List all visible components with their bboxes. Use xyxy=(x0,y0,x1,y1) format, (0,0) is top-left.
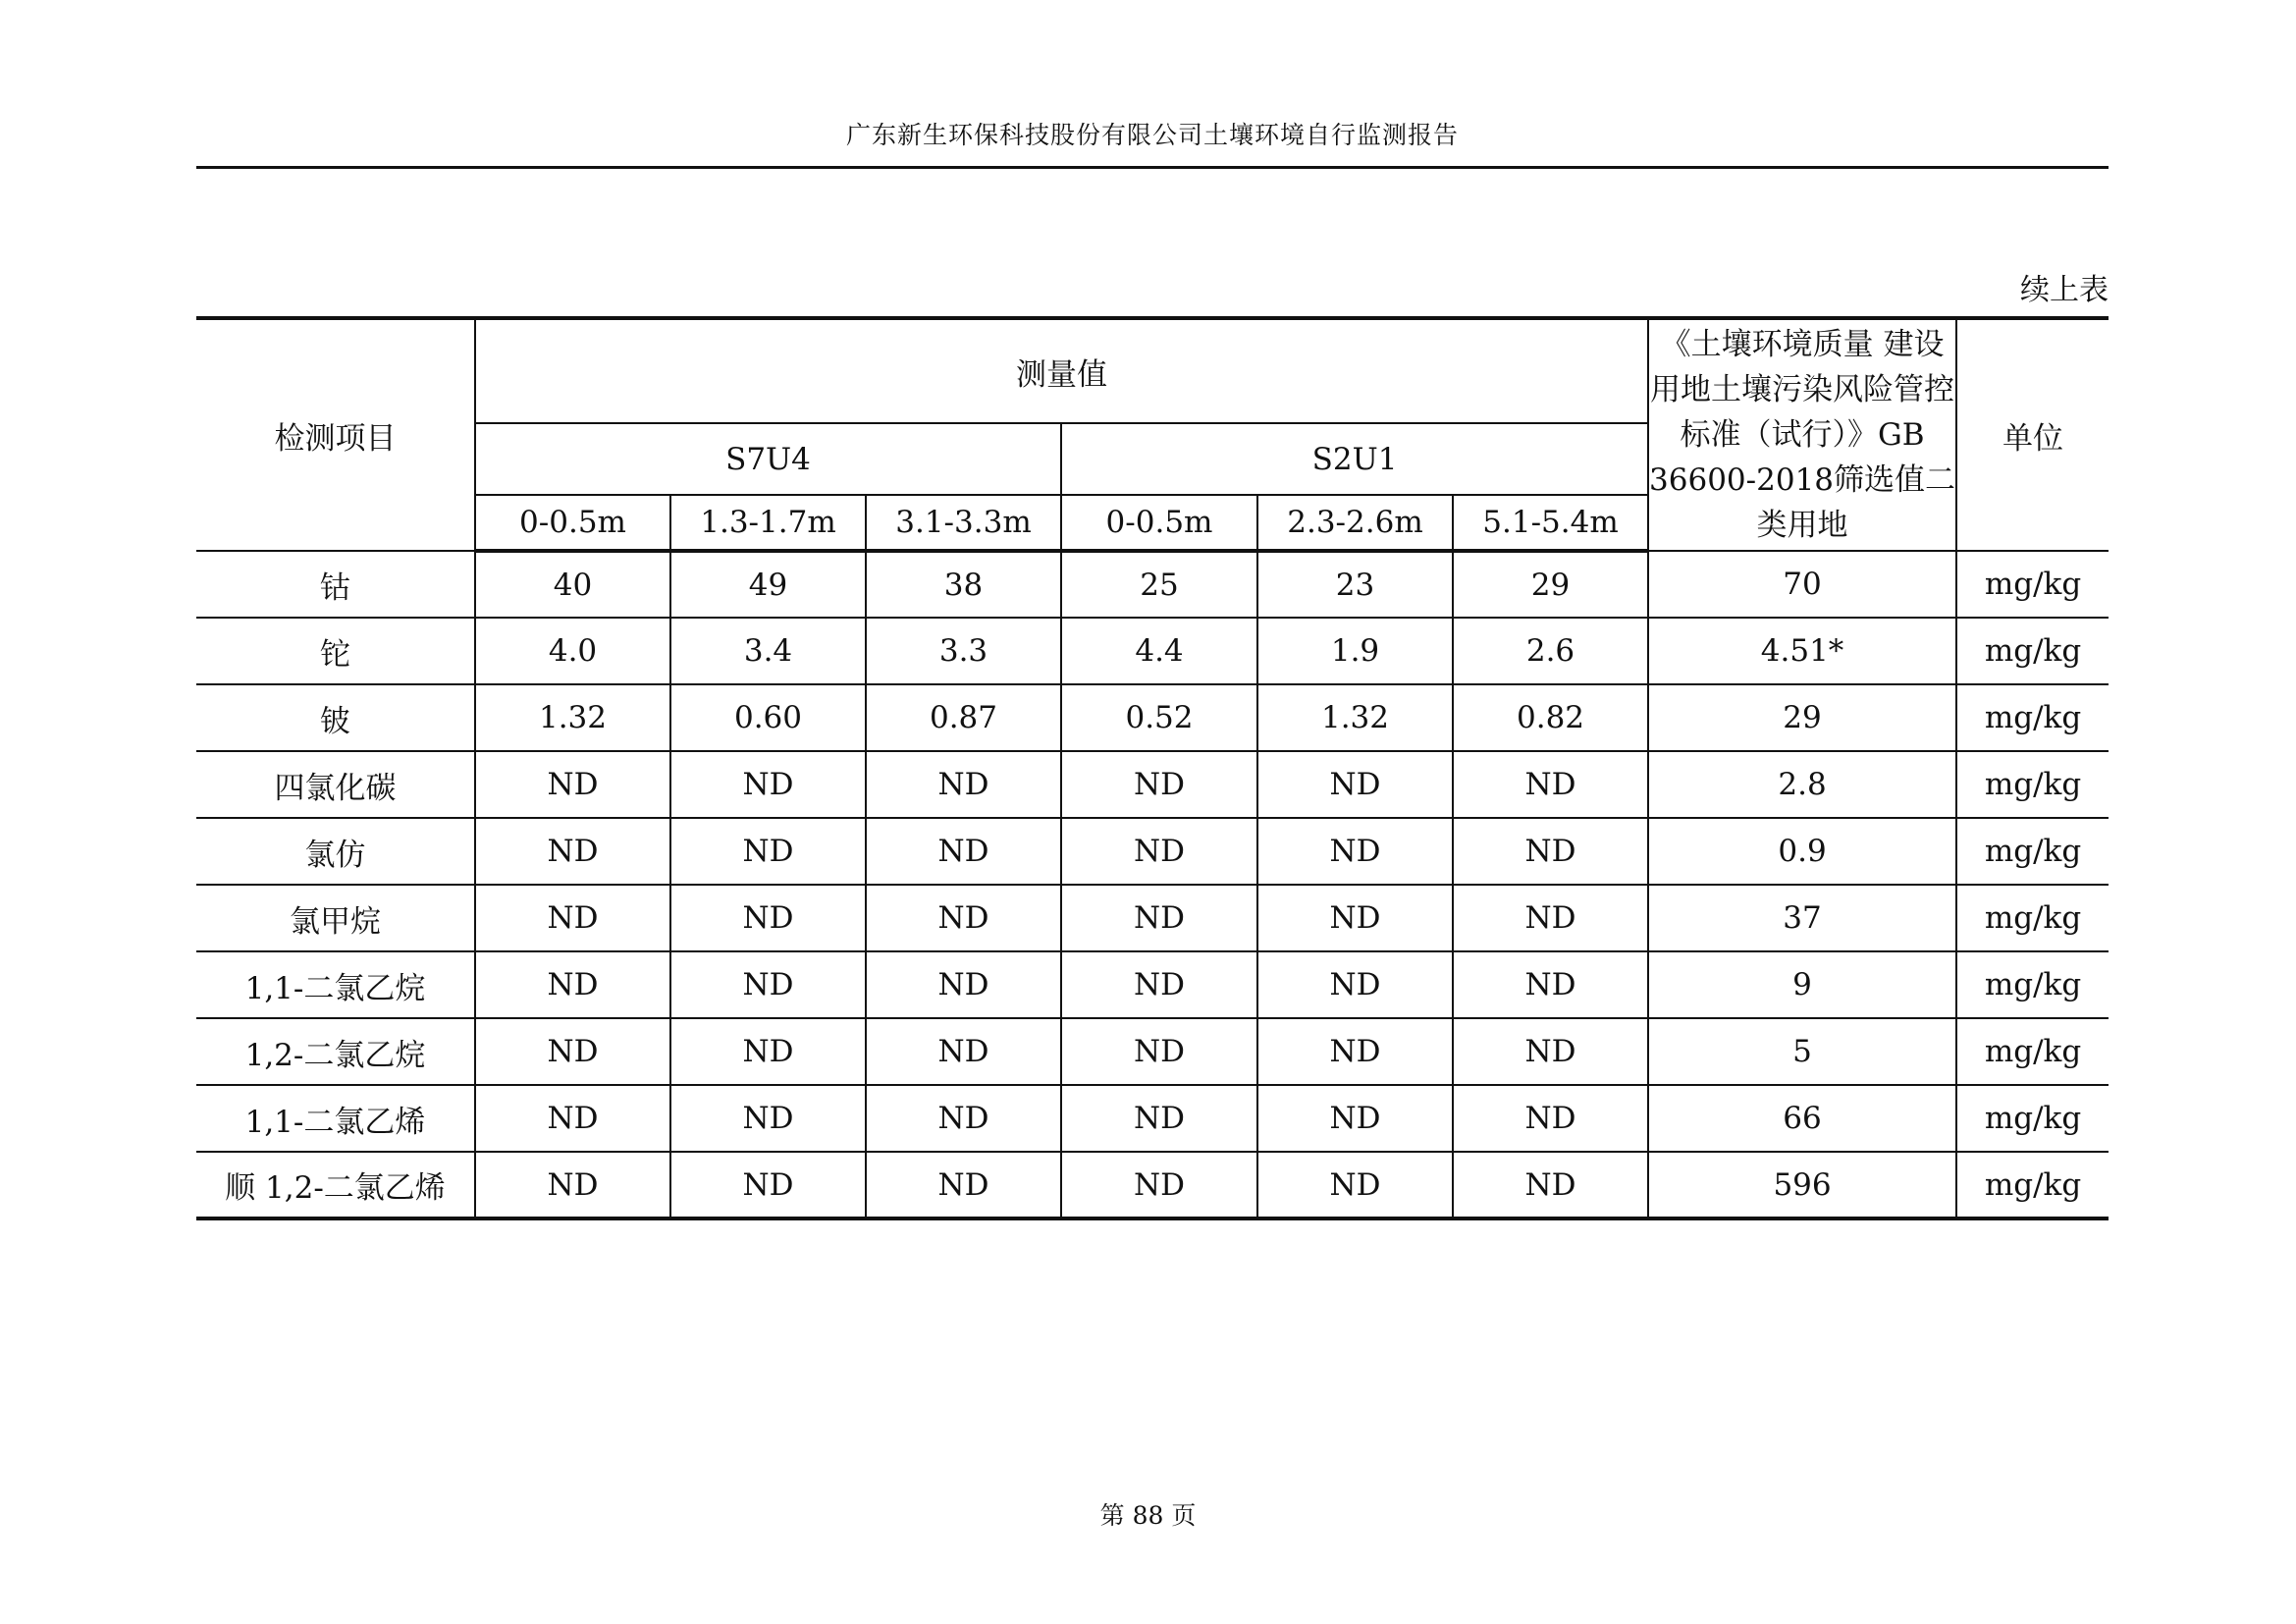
measured-value-cell: ND xyxy=(1257,751,1453,818)
measured-value-cell: ND xyxy=(670,1085,866,1152)
measured-value-cell: ND xyxy=(1257,885,1453,951)
item-name-cell: 铊 xyxy=(196,618,475,684)
measured-value-cell: ND xyxy=(670,1152,866,1218)
item-name-cell: 铍 xyxy=(196,684,475,751)
measured-value-cell: 4.0 xyxy=(475,618,670,684)
measured-value-cell: 3.3 xyxy=(866,618,1061,684)
measured-value-cell: 29 xyxy=(1453,551,1648,618)
unit-cell: mg/kg xyxy=(1956,1152,2109,1218)
measured-value-cell: ND xyxy=(670,1018,866,1085)
standard-value-cell: 29 xyxy=(1648,684,1956,751)
site-header: S7U4 xyxy=(475,423,1061,495)
measured-value-cell: ND xyxy=(1257,1085,1453,1152)
table-row xyxy=(196,1152,2109,1218)
depth-header: 2.3-2.6m xyxy=(1257,495,1453,551)
measured-value-cell: 0.52 xyxy=(1061,684,1257,751)
unit-cell: mg/kg xyxy=(1956,751,2109,818)
measured-value-cell: 4.4 xyxy=(1061,618,1257,684)
site-header: S2U1 xyxy=(1061,423,1648,495)
unit-cell: mg/kg xyxy=(1956,1018,2109,1085)
measured-value-cell: ND xyxy=(475,751,670,818)
measured-value-cell: ND xyxy=(670,818,866,885)
standard-value-cell: 2.8 xyxy=(1648,751,1956,818)
table-row xyxy=(196,818,2109,885)
measured-value-cell: 38 xyxy=(866,551,1061,618)
measured-value-cell: 1.9 xyxy=(1257,618,1453,684)
table-row xyxy=(196,551,2109,618)
standard-value-cell: 0.9 xyxy=(1648,818,1956,885)
unit-cell: mg/kg xyxy=(1956,551,2109,618)
measured-value-cell: ND xyxy=(1061,1152,1257,1218)
measured-value-cell: ND xyxy=(866,1018,1061,1085)
measured-value-cell: 0.87 xyxy=(866,684,1061,751)
measured-value-cell: ND xyxy=(866,818,1061,885)
measured-value-cell: ND xyxy=(475,1018,670,1085)
unit-column-header: 单位 xyxy=(1956,318,2109,551)
page-number: 第 88 页 xyxy=(1099,1501,1197,1530)
depth-header: 1.3-1.7m xyxy=(670,495,866,551)
measured-value-cell: ND xyxy=(1257,1018,1453,1085)
measured-value-cell: ND xyxy=(670,751,866,818)
table-row xyxy=(196,951,2109,1018)
header-row-1 xyxy=(196,318,2109,423)
measured-value-cell: ND xyxy=(475,818,670,885)
standard-value-cell: 70 xyxy=(1648,551,1956,618)
standard-value-cell: 4.51* xyxy=(1648,618,1956,684)
measured-value-cell: 1.32 xyxy=(475,684,670,751)
depth-header: 5.1-5.4m xyxy=(1453,495,1648,551)
continued-table-label: 续上表 xyxy=(2020,273,2109,307)
measured-value-cell: ND xyxy=(866,751,1061,818)
unit-cell: mg/kg xyxy=(1956,951,2109,1018)
measured-value-cell: ND xyxy=(1061,951,1257,1018)
measured-value-cell: ND xyxy=(1061,1085,1257,1152)
measured-value-cell: 1.32 xyxy=(1257,684,1453,751)
standard-value-cell: 66 xyxy=(1648,1085,1956,1152)
unit-cell: mg/kg xyxy=(1956,885,2109,951)
item-name-cell: 氯仿 xyxy=(196,818,475,885)
measured-value-cell: 0.60 xyxy=(670,684,866,751)
depth-header: 3.1-3.3m xyxy=(866,495,1061,551)
measured-value-cell: ND xyxy=(670,885,866,951)
measured-value-cell: ND xyxy=(1061,885,1257,951)
measured-value-cell: ND xyxy=(866,951,1061,1018)
standard-value-cell: 9 xyxy=(1648,951,1956,1018)
measured-value-cell: ND xyxy=(1453,1018,1648,1085)
item-name-cell: 四氯化碳 xyxy=(196,751,475,818)
measured-value-cell: ND xyxy=(1453,1085,1648,1152)
measured-value-cell: 3.4 xyxy=(670,618,866,684)
measured-value-cell: 49 xyxy=(670,551,866,618)
measured-value-cell: ND xyxy=(866,1152,1061,1218)
standard-value-cell: 37 xyxy=(1648,885,1956,951)
header-divider xyxy=(196,166,2109,169)
item-name-cell: 顺 1,2-二氯乙烯 xyxy=(196,1152,475,1218)
depth-header: 0-0.5m xyxy=(475,495,670,551)
measured-value-cell: ND xyxy=(1061,1018,1257,1085)
measured-value-cell: ND xyxy=(475,1152,670,1218)
measured-value-cell: 0.82 xyxy=(1453,684,1648,751)
page-header-title: 广东新生环保科技股份有限公司土壤环境自行监测报告 xyxy=(845,121,1459,149)
measured-value-cell: ND xyxy=(1453,885,1648,951)
measured-value-cell: ND xyxy=(1257,1152,1453,1218)
measured-value-cell: ND xyxy=(1453,951,1648,1018)
measured-value-cell: ND xyxy=(1061,818,1257,885)
measured-value-cell: ND xyxy=(1061,751,1257,818)
table-row xyxy=(196,1018,2109,1085)
table-row xyxy=(196,618,2109,684)
item-name-cell: 钴 xyxy=(196,551,475,618)
depth-header: 0-0.5m xyxy=(1061,495,1257,551)
table-row xyxy=(196,751,2109,818)
unit-cell: mg/kg xyxy=(1956,684,2109,751)
measured-value-cell: ND xyxy=(475,1085,670,1152)
unit-cell: mg/kg xyxy=(1956,818,2109,885)
soil-monitoring-table xyxy=(196,316,2109,1220)
measured-value-cell: ND xyxy=(475,885,670,951)
measured-value-cell: ND xyxy=(866,1085,1061,1152)
measured-value-cell: ND xyxy=(1257,951,1453,1018)
standard-value-cell: 596 xyxy=(1648,1152,1956,1218)
measured-value-header: 测量值 xyxy=(475,318,1648,423)
item-column-header: 检测项目 xyxy=(196,318,475,551)
item-name-cell: 1,2-二氯乙烷 xyxy=(196,1018,475,1085)
measured-value-cell: ND xyxy=(670,951,866,1018)
measured-value-cell: ND xyxy=(866,885,1061,951)
table-body xyxy=(196,551,2109,1218)
standard-value-cell: 5 xyxy=(1648,1018,1956,1085)
item-name-cell: 1,1-二氯乙烷 xyxy=(196,951,475,1018)
measured-value-cell: ND xyxy=(1453,818,1648,885)
measured-value-cell: 40 xyxy=(475,551,670,618)
unit-cell: mg/kg xyxy=(1956,618,2109,684)
table-row xyxy=(196,1085,2109,1152)
item-name-cell: 1,1-二氯乙烯 xyxy=(196,1085,475,1152)
measured-value-cell: ND xyxy=(1453,751,1648,818)
measured-value-cell: 23 xyxy=(1257,551,1453,618)
table-row xyxy=(196,885,2109,951)
unit-cell: mg/kg xyxy=(1956,1085,2109,1152)
measured-value-cell: ND xyxy=(1453,1152,1648,1218)
measured-value-cell: 25 xyxy=(1061,551,1257,618)
measured-value-cell: ND xyxy=(475,951,670,1018)
table-row xyxy=(196,684,2109,751)
measured-value-cell: ND xyxy=(1257,818,1453,885)
standard-column-header: 《土壤环境质量 建设用地土壤污染风险管控标准（试行）》GB 36600-2018筛选值二类用地 xyxy=(1648,318,1956,551)
measured-value-cell: 2.6 xyxy=(1453,618,1648,684)
item-name-cell: 氯甲烷 xyxy=(196,885,475,951)
